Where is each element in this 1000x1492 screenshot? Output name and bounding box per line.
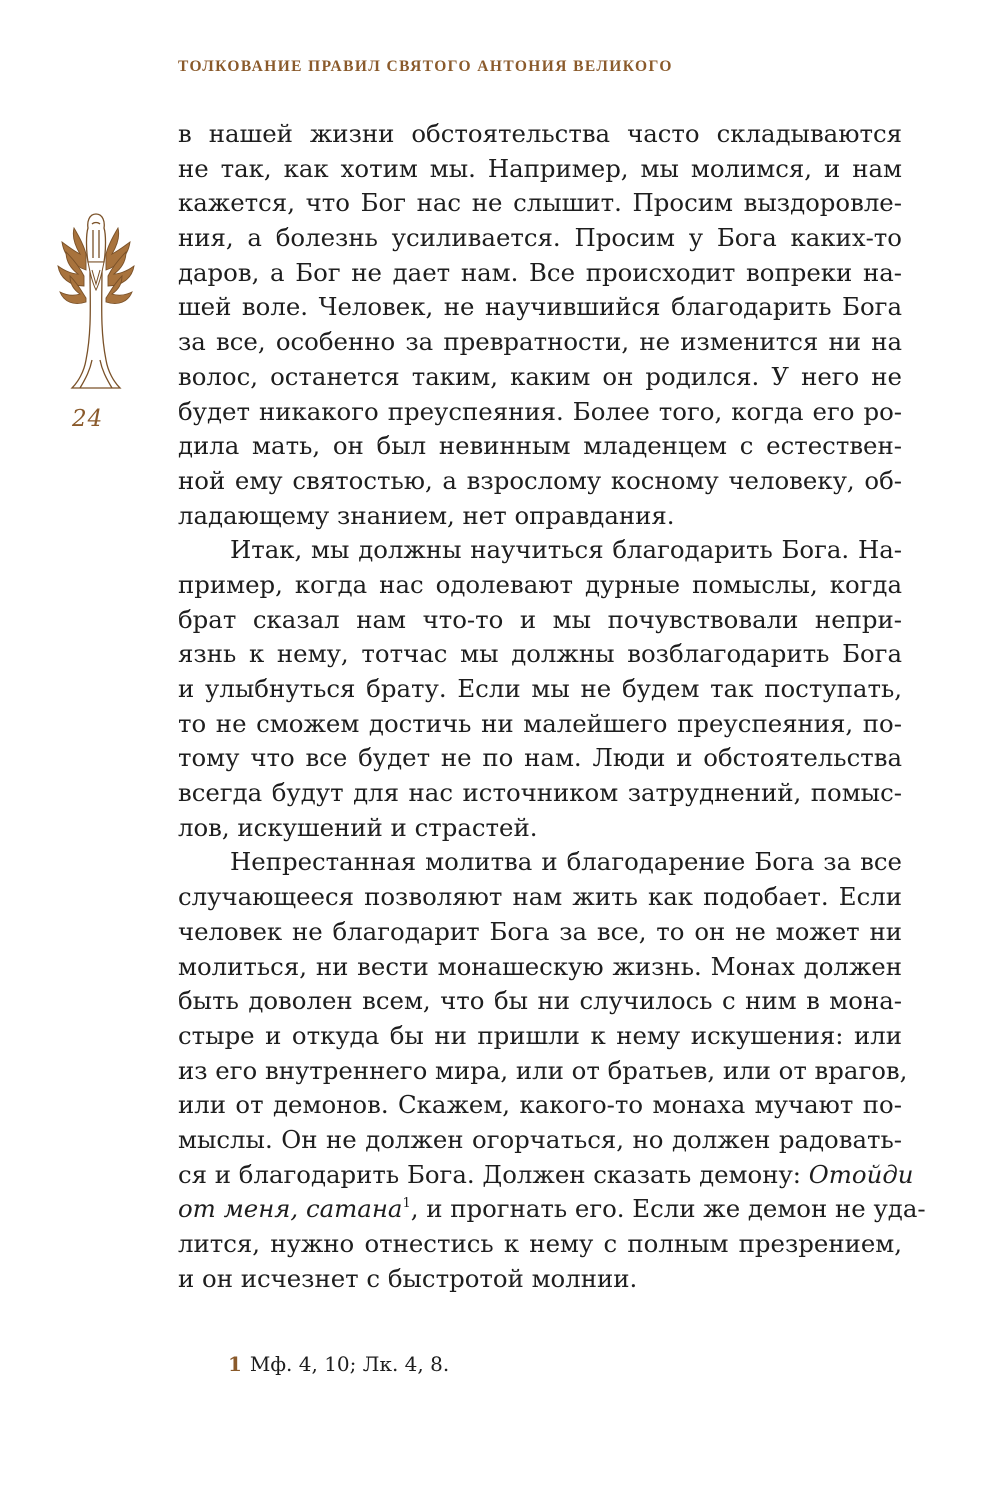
- text-line: Итак, мы должны научиться благодарить Бога. На-: [230, 535, 902, 565]
- text-line: лов, искушений и страстей.: [178, 812, 538, 842]
- text-line: язнь к нему, тотчас мы должны возблагодарить Бога: [178, 639, 902, 669]
- text-line: шей воле. Человек, не научившийся благодарить Бога: [178, 292, 902, 322]
- text-line: Непрестанная молитва и благодарение Бога за все: [230, 847, 902, 877]
- footnote-reference[interactable]: 1: [402, 1196, 411, 1212]
- text-line: из его внутреннего мира, или от братьев, или от врагов,: [178, 1055, 908, 1085]
- text-line: тому что все будет не по нам. Люди и обстоятельства: [178, 743, 902, 773]
- page-number: 24: [72, 406, 104, 432]
- text-line: в нашей жизни обстоятельства часто складываются: [178, 119, 902, 148]
- text-line: лится, нужно отнестись к нему с полным презрением,: [178, 1229, 902, 1258]
- text-line: ной ему святостью, а взрослому косному человеку, об-: [178, 465, 902, 495]
- saint-tree-ornament-icon: [56, 210, 136, 395]
- text-line: мыслы. Он не должен огорчаться, но должен радовать-: [178, 1124, 902, 1154]
- text-line: человек не благодарит Бога за все, то он не может ни: [178, 916, 902, 946]
- text-segment: , и прогнать его. Если же демон не уда-: [410, 1194, 926, 1224]
- scripture-quote: Отойди: [808, 1159, 914, 1189]
- text-line: [178, 1158, 914, 1193]
- text-line: всегда будут для нас источником затруднений, помыс-: [178, 778, 902, 808]
- text-line: стыре и откуда бы ни пришли к нему искушения: или: [178, 1020, 902, 1050]
- text-line: молиться, ни вести монашескую жизнь. Монах должен: [178, 951, 902, 981]
- text-line: и он исчезнет с быстротой молнии.: [178, 1263, 638, 1293]
- footnote: [228, 1352, 449, 1376]
- running-title: ТОЛКОВАНИЕ ПРАВИЛ СВЯТОГО АНТОНИЯ ВЕЛИКОГО: [178, 58, 673, 75]
- text-segment: ся и благодарить Бога. Должен сказать демону:: [178, 1159, 802, 1189]
- text-line: [178, 1192, 926, 1227]
- text-line: случающееся позволяют нам жить как подобает. Если: [178, 882, 902, 912]
- main-text: [178, 117, 926, 1296]
- footnote-mark: 1: [228, 1352, 242, 1376]
- text-line: будет никакого преуспеяния. Более того, когда его ро-: [178, 396, 902, 426]
- scripture-quote: от меня, сатана: [178, 1194, 403, 1224]
- text-line: брат сказал нам что-то и мы почувствовали непри-: [178, 604, 902, 634]
- text-line: пример, когда нас одолевают дурные помыслы, когда: [178, 569, 902, 599]
- text-line: или от демонов. Скажем, какого-то монаха мучают по-: [178, 1090, 902, 1120]
- text-line: даров, а Бог не дает нам. Все происходит вопреки на-: [178, 257, 902, 287]
- text-line: и улыбнуться брату. Если мы не будем так поступать,: [178, 674, 902, 703]
- text-line: за все, особенно за превратности, не изменится ни на: [178, 327, 902, 357]
- footnote-text: Мф. 4, 10; Лк. 4, 8.: [249, 1352, 450, 1376]
- text-line: не так, как хотим мы. Например, мы молимся, и нам: [178, 153, 902, 183]
- text-line: дила мать, он был невинным младенцем с естествен-: [178, 431, 902, 461]
- text-line: кажется, что Бог нас не слышит. Просим выздоровле-: [178, 188, 902, 218]
- text-line: то не сможем достичь ни малейшего преуспеяния, по-: [178, 708, 902, 738]
- text-line: ладающему знанием, нет оправдания.: [178, 500, 675, 530]
- text-line: быть доволен всем, что бы ни случилось с ним в мона-: [178, 986, 902, 1016]
- text-line: волос, останется таким, каким он родился. У него не: [178, 361, 902, 391]
- text-line: ния, а болезнь усиливается. Просим у Бога каких-то: [178, 223, 902, 253]
